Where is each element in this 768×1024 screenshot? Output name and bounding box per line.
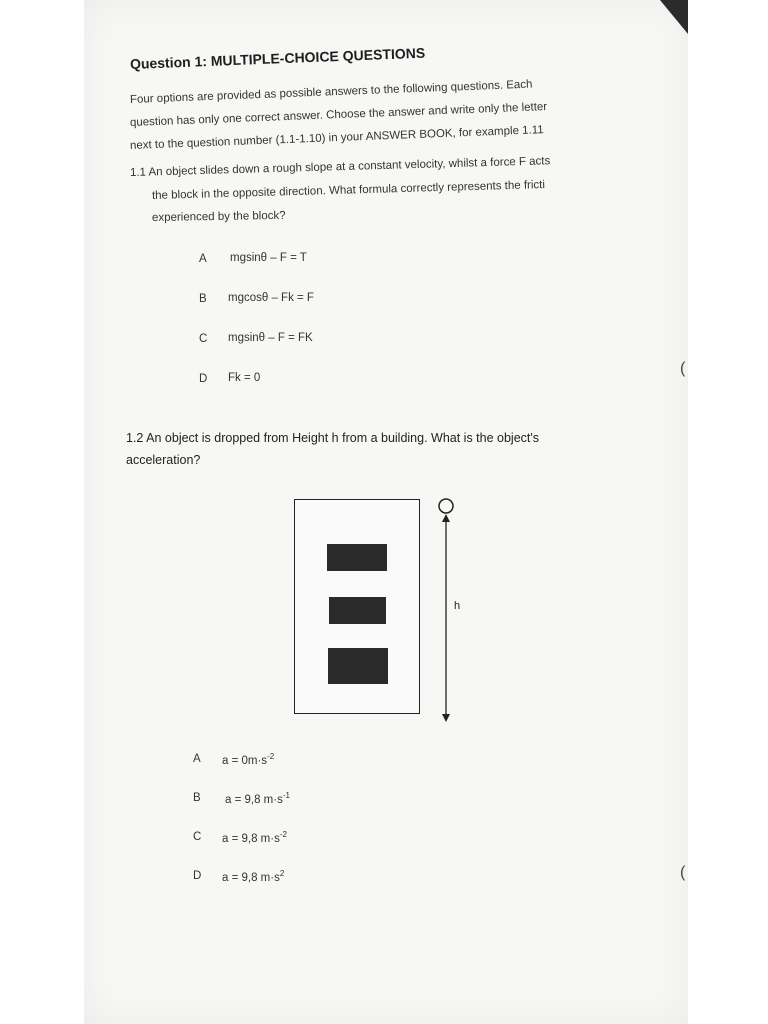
q1-2-option-d-letter: D — [193, 870, 202, 882]
q1-1-option-b-letter: B — [199, 293, 207, 305]
q1-2-option-d-exp: 2 — [279, 869, 285, 878]
q1-2-line-1: 1.2 An object is dropped from Height h from a building. What is the object's — [126, 431, 540, 445]
q1-1-answer-paren: ( — [680, 360, 686, 377]
instruction-line-1: Four options are provided as possible answers to the following questions. Each — [129, 78, 533, 106]
instruction-line-2: question has only one correct answer. Choose the answer and write only the letter — [129, 100, 548, 129]
q1-1-option-a-letter: A — [199, 253, 207, 265]
height-label: h — [454, 600, 461, 612]
q1-1-option-a-text: mgsinθ – F = T — [230, 252, 307, 264]
q1-1-option-c-letter: C — [199, 333, 208, 345]
question-title: Question 1: MULTIPLE-CHOICE QUESTIONS — [129, 44, 426, 72]
q1-2-option-b-base: a = 9,8 m·s — [225, 793, 283, 806]
q1-1-option-c-text: mgsinθ – F = FK — [228, 332, 313, 344]
height-arrow-bottom-head — [442, 714, 450, 722]
q1-1-option-d-letter: D — [199, 373, 208, 385]
q1-1-line-1: 1.1 An object slides down a rough slope at a constant velocity, whilst a force F acts — [129, 155, 551, 179]
q1-2-option-c-text — [222, 830, 287, 845]
q1-2-option-a-text — [222, 752, 274, 767]
page-corner-shadow — [660, 0, 688, 34]
height-arrow-top-head — [442, 514, 450, 522]
q1-2-line-2: acceleration? — [126, 453, 201, 467]
q1-2-option-c-base: a = 9,8 m·s — [222, 832, 280, 845]
q1-2-answer-paren: ( — [680, 864, 686, 881]
q1-2-option-d-text — [222, 869, 284, 884]
q1-2-option-b-text — [225, 791, 290, 806]
building-window-bottom — [328, 648, 388, 684]
dropped-object-circle — [439, 499, 453, 513]
q1-2-option-a-exp: -2 — [267, 752, 275, 761]
instruction-line-3: next to the question number (1.1-1.10) in your ANSWER BOOK, for example 1.11 — [129, 124, 544, 152]
q1-2-option-b-exp: -1 — [282, 791, 290, 800]
q1-2-option-b-letter: B — [193, 792, 201, 804]
q1-2-option-c-letter: C — [193, 831, 202, 843]
q1-1-line-2: the block in the opposite direction. What formula correctly represents the fricti — [151, 179, 546, 202]
q1-1-line-3: experienced by the block? — [151, 209, 286, 224]
q1-2-option-d-base: a = 9,8 m·s — [222, 871, 280, 884]
building-diagram — [294, 499, 420, 714]
building-window-middle — [329, 597, 386, 624]
q1-2-option-c-exp: -2 — [279, 830, 287, 839]
q1-1-option-b-text: mgcosθ – Fk = F — [228, 292, 314, 304]
q1-1-option-d-text: Fk = 0 — [228, 372, 261, 384]
q1-2-option-a-letter: A — [193, 753, 201, 765]
q1-2-option-a-base: a = 0m·s — [222, 754, 268, 767]
building-window-top — [327, 544, 387, 571]
